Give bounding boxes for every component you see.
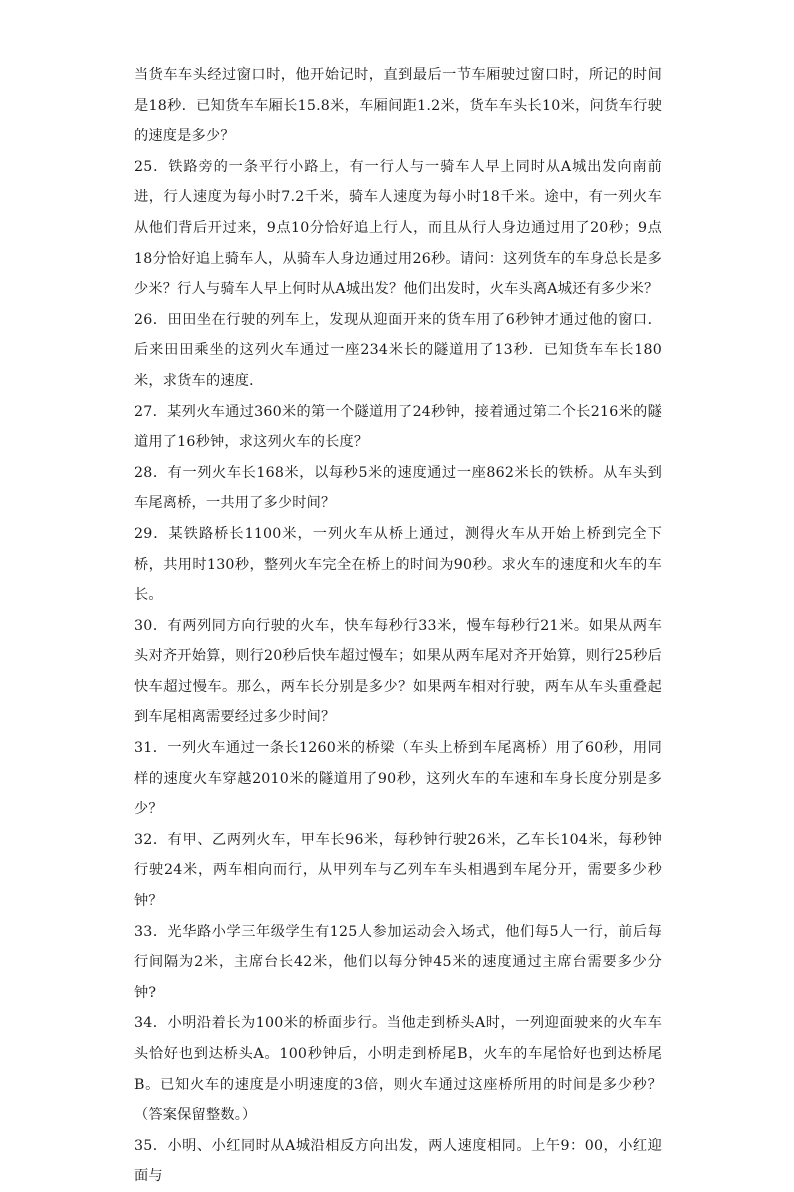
problem-34: 34．小明沿着长为100米的桥面步行。当他走到桥头A时，一列迎面驶来的火车车头恰好也到达桥头A。100秒钟后，小明走到桥尾B，火车的车尾恰好也到达桥尾B。已知火车的速度是小明速度的3倍，则火车通过这座桥所用的时间是多少秒？（答案保留整数。） xyxy=(134,1015,662,1124)
document-page xyxy=(134,60,662,1192)
problem-24-continuation: 当货车车头经过窗口时，他开始记时，直到最后一节车厢驶过窗口时，所记的时间是18秒．已知货车车厢长15.8米，车厢间距1.2米，货车车头长10米，问货车行驶的速度是多少？ xyxy=(134,67,662,145)
problem-27: 27．某列火车通过360米的第一个隧道用了24秒钟，接着通过第二个长216米的隧道用了16秒钟，求这列火车的长度？ xyxy=(134,403,662,451)
problem-33: 33．光华路小学三年级学生有125人参加运动会入场式，他们每5人一行，前后每行间隔为2米，主席台长42米，他们以每分钟45米的速度通过主席台需要多少分钟? xyxy=(134,923,662,1001)
problem-25: 25．铁路旁的一条平行小路上，有一行人与一骑车人早上同时从A城出发向南前进，行人速度为每小时7.2千米，骑车人速度为每小时18千米。途中，有一列火车从他们背后开过来，9点10分恰好追上行人，而且从行人身边通过用了20秒；9点18分恰好追上骑车人，从骑车人身边通过用26秒。请问：这列货车的车身总长是多少米？行人与骑车人早上何时从A城出发？他们出发时，火车头离A城还有多少米？ xyxy=(134,158,662,298)
problem-26: 26．田田坐在行驶的列车上，发现从迎面开来的货车用了6秒钟才通过他的窗口．后来田田乘坐的这列火车通过一座234米长的隧道用了13秒．已知货车车长180米，求货车的速度． xyxy=(134,311,662,389)
problem-28: 28．有一列火车长168米，以每秒5米的速度通过一座862米长的铁桥。从车头到车尾离桥，一共用了多少时间？ xyxy=(134,464,662,512)
problem-31: 31．一列火车通过一条长1260米的桥梁（车头上桥到车尾离桥）用了60秒，用同样的速度火车穿越2010米的隧道用了90秒，这列火车的车速和车身长度分别是多少？ xyxy=(134,740,662,818)
problem-29: 29．某铁路桥长1100米，一列火车从桥上通过，测得火车从开始上桥到完全下桥，共用时130秒，整列火车完全在桥上的时间为90秒。求火车的速度和火车的车长。 xyxy=(134,525,662,604)
problem-32: 32．有甲、乙两列火车，甲车长96米，每秒钟行驶26米，乙车长104米，每秒钟行驶24米，两车相向而行，从甲列车与乙列车车头相遇到车尾分开，需要多少秒钟？ xyxy=(134,831,662,910)
problem-30: 30．有两列同方向行驶的火车，快车每秒行33米，慢车每秒行21米。如果从两车头对齐开始算，则行20秒后快车超过慢车；如果从两车尾对齐开始算，则行25秒后快车超过慢车。那么，两车长分别是多少？如果两车相对行驶，两车从车头重叠起到车尾相离需要经过多少时间？ xyxy=(134,617,662,726)
problem-35: 35．小明、小红同时从A城沿相反方向出发，两人速度相同。上午9：00，小红迎面与 xyxy=(134,1137,662,1185)
